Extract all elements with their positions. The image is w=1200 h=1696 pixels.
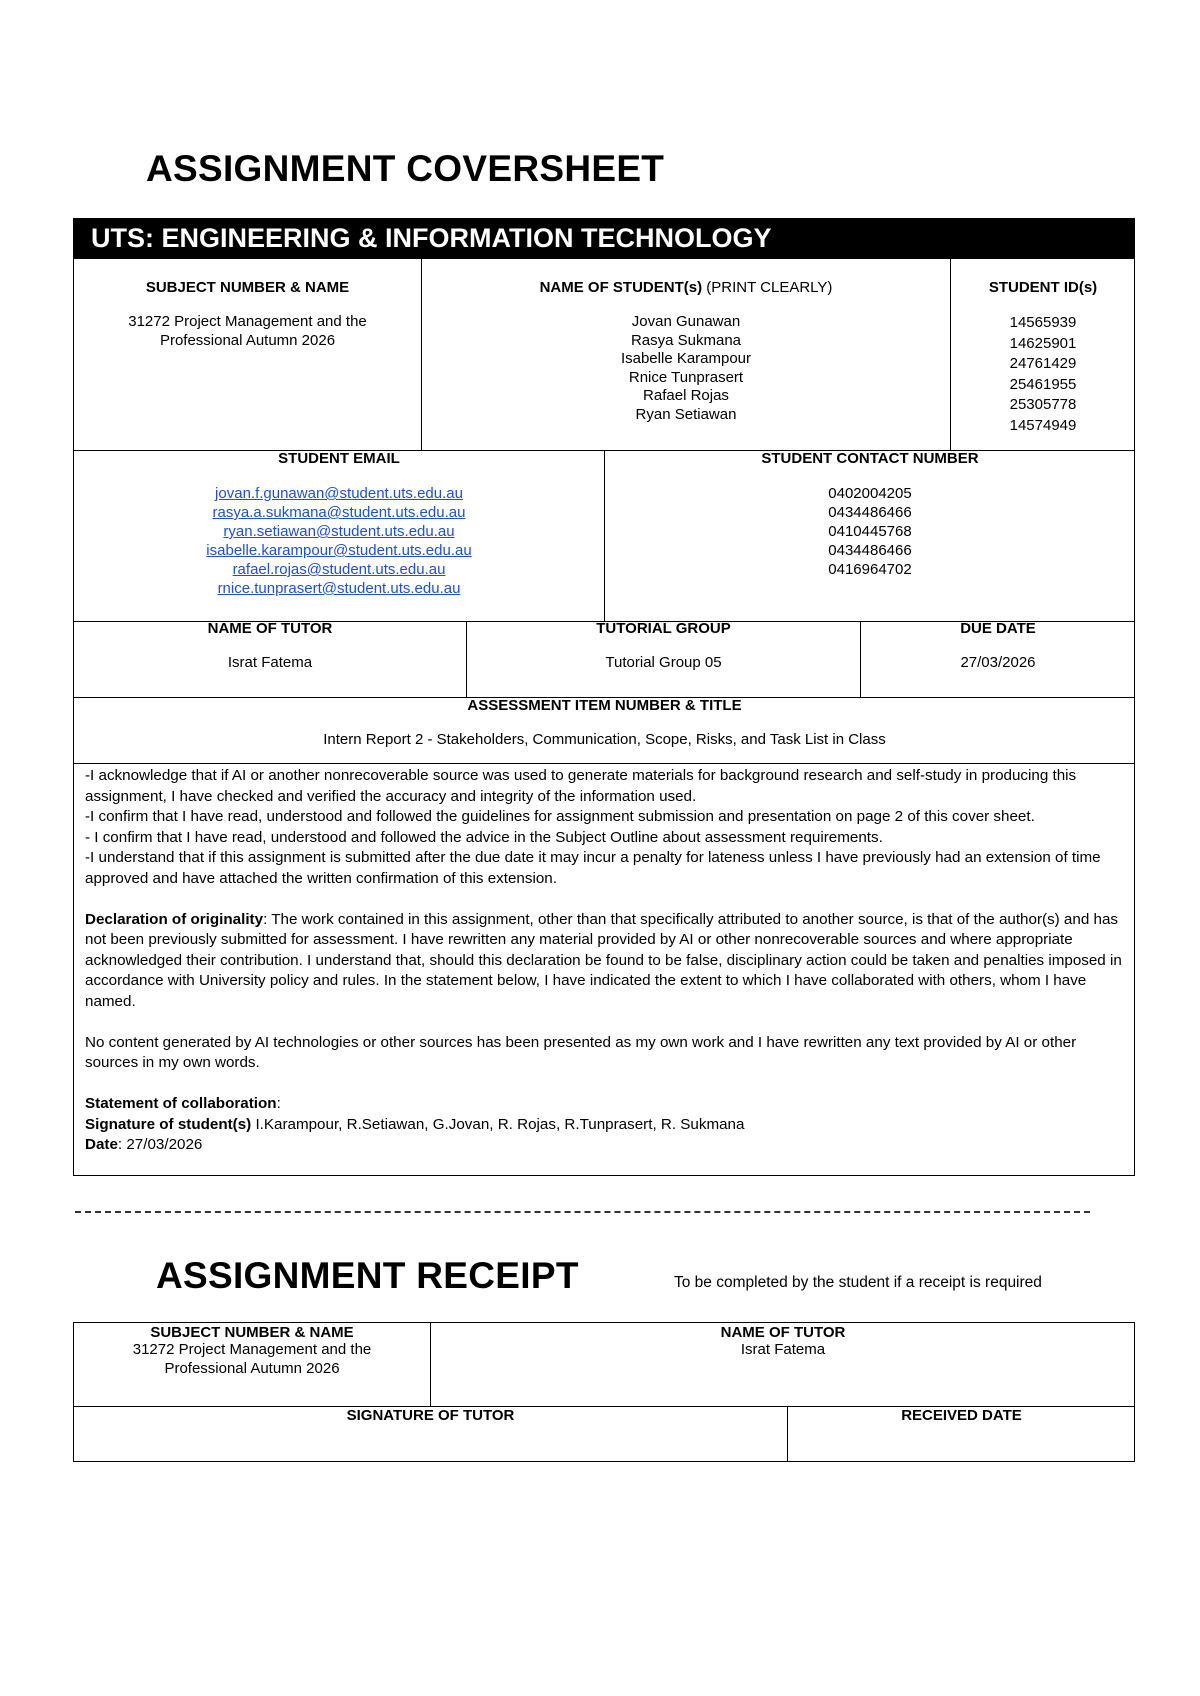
students-label-note: (PRINT CLEARLY) <box>706 279 833 296</box>
email-link[interactable]: rnice.tunprasert@student.uts.edu.au <box>217 580 461 597</box>
declaration-item: -I acknowledge that if AI or another nonrecoverable source was used to generate materials for background research and self-study in producing this assignment, I have checked and verified the accuracy and integrity of the information used. <box>85 767 1077 805</box>
receipt-tutor-cell <box>431 1318 1135 1360</box>
student-id: 25461955 <box>1009 375 1077 393</box>
date-label: Date <box>85 1136 118 1153</box>
ids-cell <box>951 273 1135 436</box>
student-id: 14565939 <box>1009 314 1077 331</box>
students-cell <box>422 273 950 424</box>
tutorial-value: Tutorial Group 05 <box>605 654 722 671</box>
receipt-subject-line1: 31272 Project Management and the <box>132 1341 372 1358</box>
email-link[interactable]: rafael.rojas@student.uts.edu.au <box>232 561 446 578</box>
subject-value-line1: 31272 Project Management and the <box>128 313 367 330</box>
declaration-item: -I understand that if this assignment is submitted after the due date it may incur a penalty for lateness unless I have previously had an extension of time approved and have attached the written confirmation of this extension. <box>85 849 1101 887</box>
student-name: Rafael Rojas <box>643 387 729 404</box>
student-name: Isabelle Karampour <box>620 350 752 367</box>
email-link[interactable]: ryan.setiawan@student.uts.edu.au <box>223 523 455 540</box>
originality-declaration <box>85 910 1127 1013</box>
contacts-label: STUDENT CONTACT NUMBER <box>761 450 979 467</box>
tutor-label: NAME OF TUTOR <box>207 620 333 637</box>
emails-cell <box>74 444 604 598</box>
receipt-title: ASSIGNMENT RECEIPT <box>156 1255 579 1296</box>
due-value: 27/03/2026 <box>960 654 1036 671</box>
contact-number: 0402004205 <box>828 485 912 502</box>
declaration-item: - I confirm that I have read, understood and followed the advice in the Subject Outline about assessment requirements. <box>85 828 883 846</box>
declarations <box>85 766 1127 1156</box>
tutorial-label: TUTORIAL GROUP <box>596 620 731 637</box>
student-id: 14625901 <box>1009 334 1077 352</box>
receipt-note: To be completed by the student if a receipt is required <box>674 1274 1042 1291</box>
receipt-subject-line2: Professional Autumn 2026 <box>164 1359 340 1377</box>
declaration-item: -I confirm that I have read, understood and followed the guidelines for assignment submission and presentation on page 2 of this cover sheet. <box>85 808 1035 825</box>
receipt-subject-label: SUBJECT NUMBER & NAME <box>150 1324 354 1341</box>
coversheet-title: ASSIGNMENT COVERSHEET <box>146 148 665 189</box>
date-value: : 27/03/2026 <box>117 1136 203 1153</box>
originality-label: Declaration of originality <box>85 910 264 928</box>
email-link[interactable]: jovan.f.gunawan@student.uts.edu.au <box>215 485 463 502</box>
tutor-cell <box>74 614 466 671</box>
assessment-value: Intern Report 2 - Stakeholders, Communication, Scope, Risks, and Task List in Class <box>323 731 886 748</box>
cut-line <box>75 1211 1090 1213</box>
subject-cell <box>74 273 421 350</box>
student-id: 14574949 <box>1009 416 1077 434</box>
email-link[interactable]: rasya.a.sukmana@student.uts.edu.au <box>212 504 466 521</box>
student-name: Rasya Sukmana <box>630 331 742 349</box>
contact-number: 0434486466 <box>828 504 912 521</box>
receipt-subject-cell <box>74 1318 430 1378</box>
student-signature <box>85 1115 1127 1136</box>
contact-number: 0416964702 <box>828 561 912 578</box>
ai-statement: No content generated by AI technologies or other sources has been presented as my own work and I have rewritten any text provided by AI or other sources in my own words. <box>85 1033 1077 1071</box>
tutor-signature-label: SIGNATURE OF TUTOR <box>346 1407 515 1424</box>
originality-text: : The work contained in this assignment, other than that specifically attributed to another source, is that of the author(s) and has not been previously submitted for assessment. I have rewritten any material provided by AI or other nonrecoverable sources and where appropriate acknowledged their contribution. I understand that, should this declaration be found to be false, disciplinary action could be taken and penalties imposed in accordance with University policy and rules. In the statement below, I have indicated the extent to which I have collaborated with others, whom I have named. <box>85 910 1122 1010</box>
emails-label: STUDENT EMAIL <box>278 450 400 467</box>
subject-value-line2: Professional Autumn 2026 <box>159 331 336 349</box>
signature-value: I.Karampour, R.Setiawan, G.Jovan, R. Rojas, R.Tunprasert, R. Sukmana <box>251 1115 745 1133</box>
student-name: Jovan Gunawan <box>631 313 741 330</box>
student-name: Rnice Tunprasert <box>628 368 744 386</box>
students-label: NAME OF STUDENT(s) <box>539 279 703 296</box>
received-date-cell <box>788 1401 1135 1424</box>
ids-label: STUDENT ID(s) <box>988 279 1098 296</box>
assessment-cell <box>74 691 1135 748</box>
declaration-date <box>85 1135 1127 1156</box>
collaboration-suffix: : <box>276 1095 281 1112</box>
email-link[interactable]: isabelle.karampour@student.uts.edu.au <box>206 542 472 559</box>
collaboration-label: Statement of collaboration <box>85 1095 277 1112</box>
student-id: 24761429 <box>1009 355 1077 372</box>
contacts-cell <box>605 444 1135 579</box>
student-id: 25305778 <box>1009 396 1077 413</box>
receipt-tutor-label: NAME OF TUTOR <box>720 1324 846 1341</box>
subject-label: SUBJECT NUMBER & NAME <box>145 279 350 296</box>
contact-number: 0410445768 <box>828 523 912 540</box>
tutor-value: Israt Fatema <box>227 654 313 671</box>
receipt-tutor-value: Israt Fatema <box>740 1341 826 1358</box>
contact-number: 0434486466 <box>828 542 912 559</box>
received-date-label: RECEIVED DATE <box>901 1407 1022 1424</box>
tutor-signature-cell <box>74 1401 787 1424</box>
assessment-label: ASSESSMENT ITEM NUMBER & TITLE <box>467 697 742 714</box>
collaboration-statement <box>85 1094 1127 1115</box>
student-name: Ryan Setiawan <box>635 405 737 423</box>
due-label: DUE DATE <box>960 620 1036 637</box>
tutorial-cell <box>467 614 860 671</box>
signature-label: Signature of student(s) <box>85 1115 252 1133</box>
faculty-banner: UTS: ENGINEERING & INFORMATION TECHNOLOGY <box>73 218 1135 259</box>
due-cell <box>861 614 1135 671</box>
